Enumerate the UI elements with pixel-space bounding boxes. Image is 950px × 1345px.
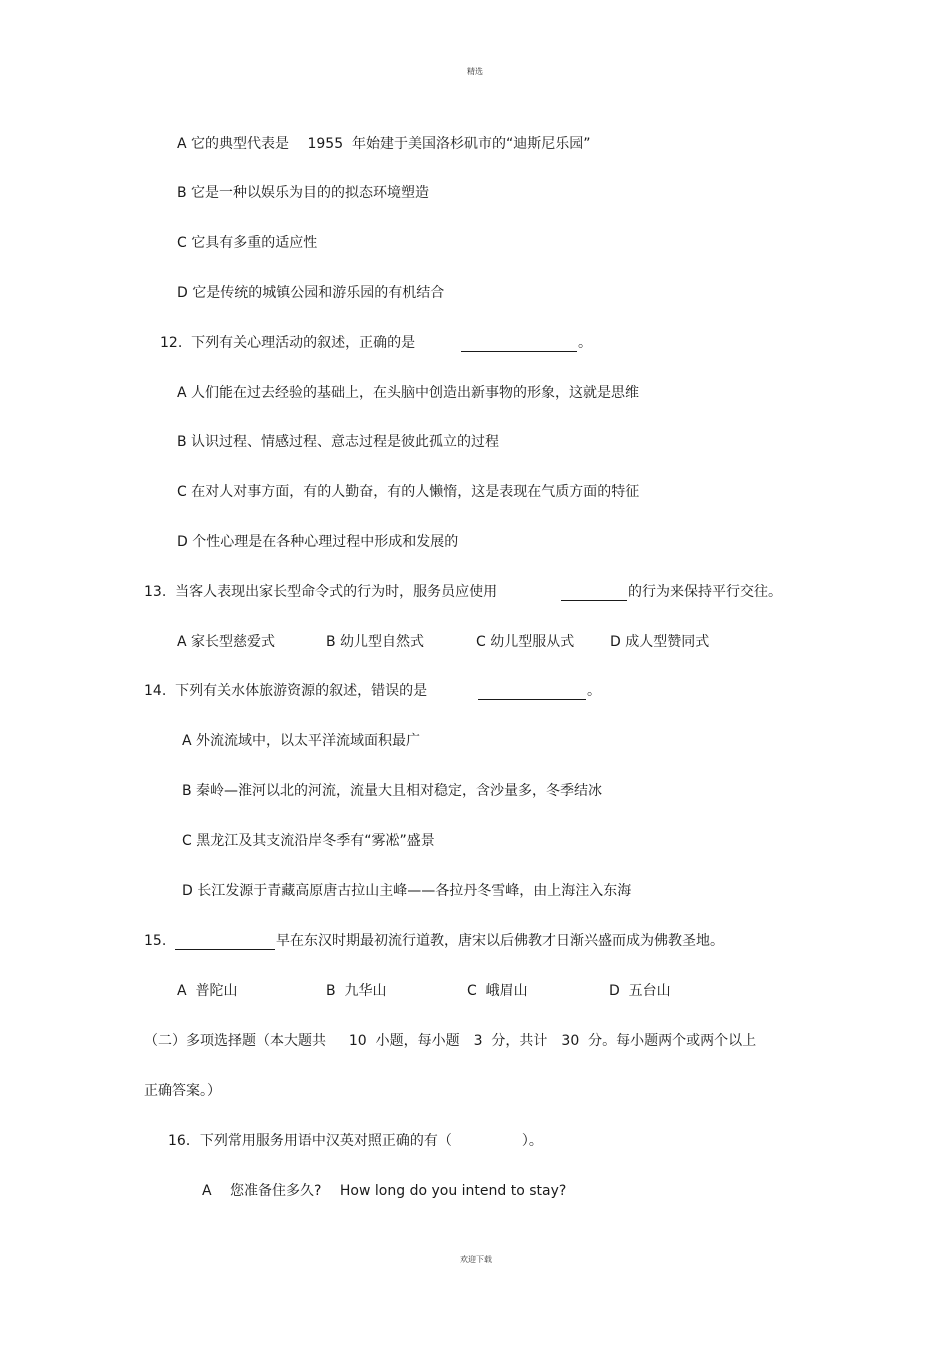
section2-heading: （二）多项选择题（本大题共 10 小题，每小题 3 分，共计 30 分。每小题两个或两个以上 [144,1033,757,1049]
q14-option-c: C 黑龙江及其支流沿岸冬季有“雾凇”盛景 [182,833,435,849]
q13-answer-blank [561,600,627,601]
q12-stem: 12. 下列有关心理活动的叙述，正确的是 [160,335,416,351]
q13-stem-end: 的行为来保持平行交往。 [628,584,782,600]
q13-stem: 13. 当客人表现出家长型命令式的行为时，服务员应使用 [144,584,498,600]
q14-answer-blank [478,699,586,700]
q13-option-a: A 家长型慈爱式 [177,634,276,650]
section2-heading-cont: 正确答案。） [144,1083,221,1099]
q15-option-a: A 普陀山 [177,983,238,999]
q11-option-d: D 它是传统的城镇公园和游乐园的有机结合 [177,285,445,301]
q12-option-c: C 在对人对事方面，有的人勤奋，有的人懒惰，这是表现在气质方面的特征 [177,484,640,500]
page-footer: 欢迎下载 [460,1255,492,1264]
q16-option-a: A 您准备住多久? How long do you intend to stay? [202,1183,567,1199]
q14-option-b: B 秦岭—淮河以北的河流，流量大且相对稳定，含沙量多，冬季结冰 [182,783,603,799]
q11-option-b: B 它是一种以娱乐为目的的拟态环境塑造 [177,185,430,201]
q13-option-b: B 幼儿型自然式 [326,634,425,650]
q15-option-b: B 九华山 [326,983,387,999]
q14-stem: 14. 下列有关水体旅游资源的叙述，错误的是 [144,683,428,699]
q15-option-c: C 峨眉山 [467,983,528,999]
q14-option-d: D 长江发源于青藏高原唐古拉山主峰——各拉丹冬雪峰，由上海注入东海 [182,883,632,899]
q13-option-d: D 成人型赞同式 [610,634,710,650]
q14-option-a: A 外流流域中，以太平洋流域面积最广 [182,733,421,749]
q11-option-a: A 它的典型代表是 1955 年始建于美国洛杉矶市的“迪斯尼乐园” [177,136,591,152]
page-header: 精选 [467,67,483,76]
q15-stem: 早在东汉时期最初流行道教，唐宋以后佛教才日渐兴盛而成为佛教圣地。 [276,933,724,949]
q15-answer-blank [175,949,275,950]
q12-option-d: D 个性心理是在各种心理过程中形成和发展的 [177,534,459,550]
q13-option-c: C 幼儿型服从式 [476,634,575,650]
q15-number: 15. [144,933,167,949]
q11-option-c: C 它具有多重的适应性 [177,235,318,251]
q12-option-b: B 认识过程、情感过程、意志过程是彼此孤立的过程 [177,434,500,450]
q16-stem: 16．下列常用服务用语中汉英对照正确的有（ ）。 [168,1133,543,1149]
q12-answer-blank [461,351,577,352]
q15-option-d: D 五台山 [609,983,671,999]
q14-stem-end: 。 [587,683,601,699]
q12-stem-end: 。 [578,335,592,351]
q12-option-a: A 人们能在过去经验的基础上，在头脑中创造出新事物的形象，这就是思维 [177,385,640,401]
